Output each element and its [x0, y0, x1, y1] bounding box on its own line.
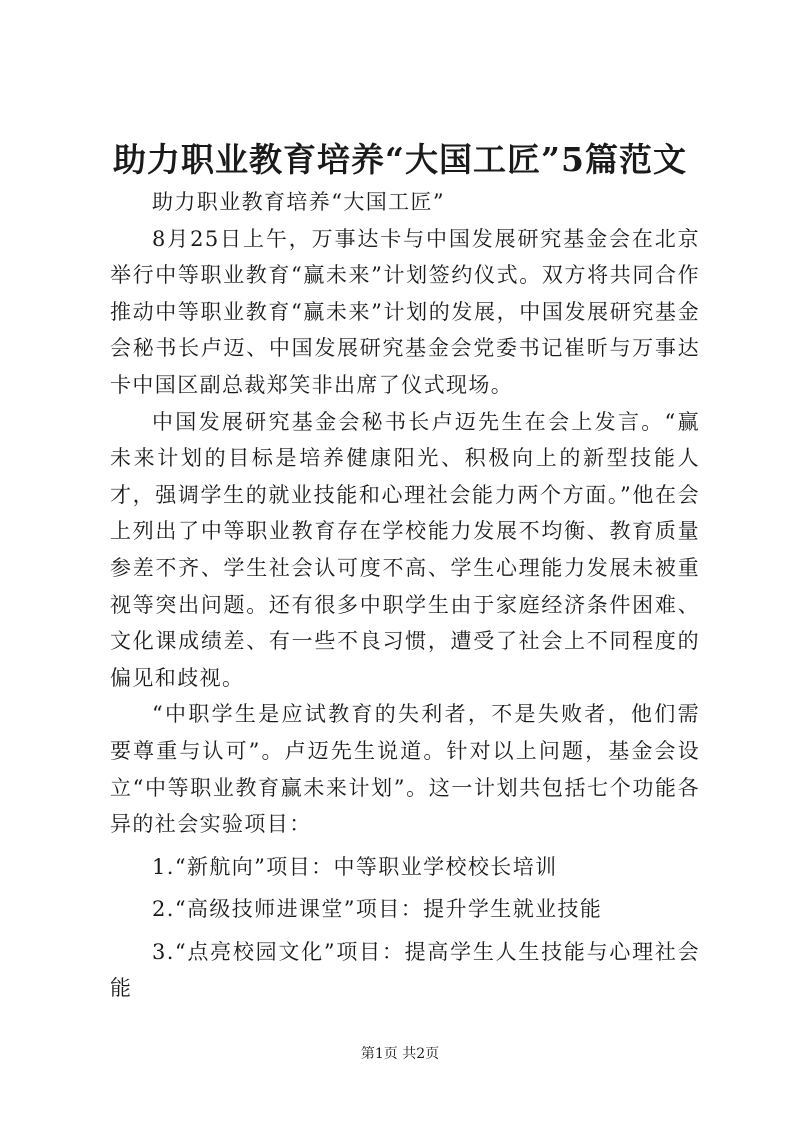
document-title: 助力职业教育培养“大国工匠”5篇范文	[113, 140, 687, 179]
document-subtitle: 助力职业教育培养“大国工匠”	[152, 190, 446, 214]
paragraph: 8月25日上午，万事达卡与中国发展研究基金会在北京举行中等职业教育“赢未来”计划签约仪式。双方将共同合作推动中等职业教育“赢未来”计划的发展，中国发展研究基金会秘书长卢迈、中国发展研究基金会党委书记崔昕与万事达卡中国区副总裁郑笑非出席了仪式现场。	[110, 226, 700, 397]
list-item: 3.“点亮校园文化”项目：提高学生人生技能与心理社会能	[110, 939, 700, 1001]
paragraph: “中职学生是应试教育的失利者，不是失败者，他们需要尊重与认可”。卢迈先生说道。针对以上问题，基金会设立“中等职业教育赢未来计划”。这一计划共包括七个功能各异的社会实验项目：	[110, 702, 700, 837]
list-item: 2.“高级技师进课堂”项目：提升学生就业技能	[152, 897, 603, 922]
paragraph: 中国发展研究基金会秘书长卢迈先生在会上发言。“赢未来计划的目标是培养健康阳光、积极向上的新型技能人才，强调学生的就业技能和心理社会能力两个方面。”他在会上列出了中等职业教育存在学校能力发展不均衡、教育质量参差不齐、学生社会认可度不高、学生心理能力发展未被重视等突出问题。还有很多中职学生由于家庭经济条件困难、文化课成绩差、有一些不良习惯，遭受了社会上不同程度的偏见和歧视。	[110, 409, 700, 690]
page-footer: 第1页 共2页	[360, 1046, 440, 1062]
document-body	[110, 184, 700, 1007]
list-item: 1.“新航向”项目：中等职业学校校长培训	[152, 854, 558, 879]
